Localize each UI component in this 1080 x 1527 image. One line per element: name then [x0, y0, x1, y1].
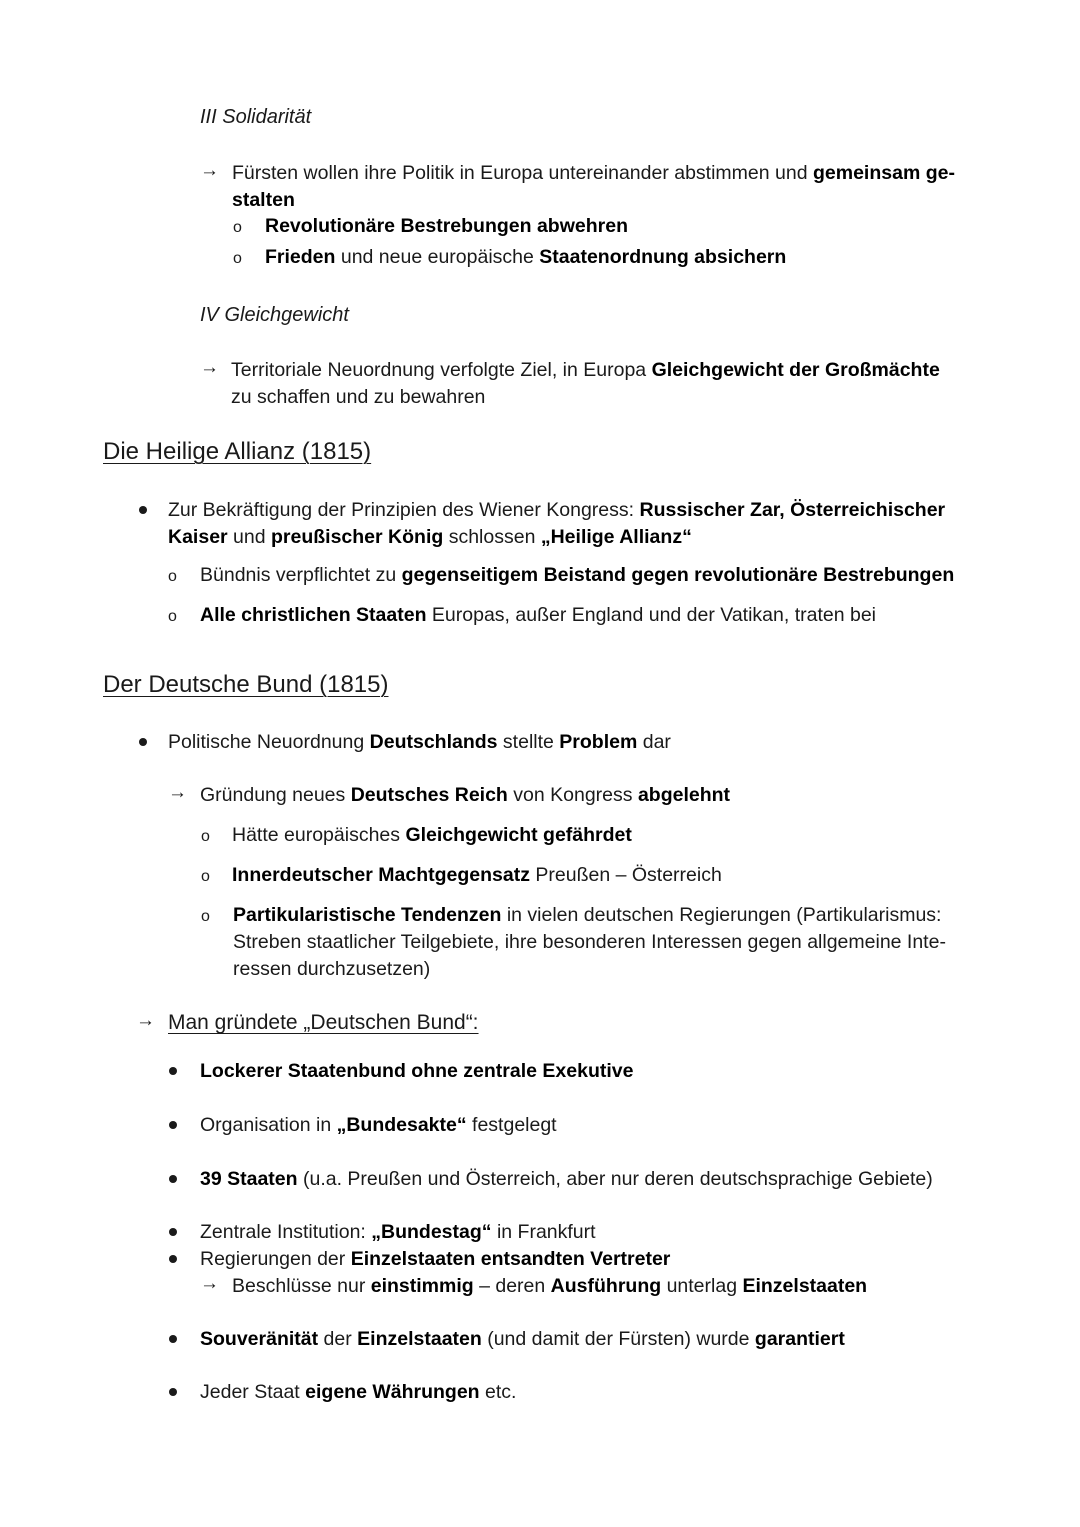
bund-item-2: Organisation in „Bundesakte“ festgelegt	[200, 1114, 557, 1136]
arrow-icon: →	[200, 1273, 219, 1294]
bullet-icon	[169, 1388, 177, 1396]
bund-sub-2: Innerdeutscher Machtgegensatz Preußen – Österreich	[232, 864, 722, 886]
bullet-icon	[169, 1175, 177, 1183]
solidaritaet-sub-1: Revolutionäre Bestrebungen abwehren	[265, 215, 628, 237]
section-heading-solidaritaet: III Solidarität	[200, 106, 312, 128]
bund-item-1: Lockerer Staatenbund ohne zentrale Exekutive	[200, 1060, 634, 1082]
allianz-sub-2: Alle christlichen Staaten Europas, außer England und der Vatikan, traten bei	[200, 604, 877, 626]
circle-bullet-icon: o	[201, 868, 210, 885]
allianz-sub-1: Bündnis verpflichtet zu gegenseitigem Beistand gegen revolutionäre Bestrebungen	[200, 564, 955, 586]
solidaritaet-sub-2: Frieden und neue europäische Staatenordnung absichern	[265, 246, 787, 268]
heading-deutscher-bund: Der Deutsche Bund (1815)	[103, 671, 389, 698]
circle-bullet-icon: o	[233, 250, 242, 267]
bund-bullet-text: Politische Neuordnung Deutschlands stellte Problem dar	[168, 731, 671, 753]
solidaritaet-arrow-text: Fürsten wollen ihre Politik in Europa untereinander abstimmen und gemeinsam ge- stalten	[232, 162, 955, 211]
bullet-icon	[169, 1228, 177, 1236]
bund-arrow-text: Gründung neues Deutsches Reich von Kongress abgelehnt	[200, 784, 731, 806]
bund-item-6: Souveränität der Einzelstaaten (und damit der Fürsten) wurde garantiert	[200, 1328, 845, 1350]
bund-sub-3: Partikularistische Tendenzen in vielen deutschen Regierungen (Partikularismus: Streben staatlicher Teilgebiete, ihre besonderen Interessen gegen allgemeine Inte- ressen durchzusetzen)	[233, 904, 946, 980]
allianz-bullet-text: Zur Bekräftigung der Prinzipien des Wiener Kongress: Russischer Zar, Österreichischer Kaiser und preußischer König schlossen „Heilige Allianz“	[168, 499, 946, 548]
bullet-icon	[139, 506, 147, 514]
arrow-icon: →	[136, 1010, 155, 1031]
bund-item-3: 39 Staaten (u.a. Preußen und Österreich, aber nur deren deutschsprachige Gebiete)	[200, 1168, 933, 1190]
bullet-icon	[169, 1335, 177, 1343]
bund-item-5-arrow: Beschlüsse nur einstimmig – deren Ausführung unterlag Einzelstaaten	[232, 1275, 868, 1297]
heading-heilige-allianz: Die Heilige Allianz (1815)	[103, 438, 372, 465]
bund-item-4: Zentrale Institution: „Bundestag“ in Frankfurt	[200, 1221, 596, 1243]
arrow-icon: →	[168, 782, 187, 803]
bullet-icon	[169, 1255, 177, 1263]
circle-bullet-icon: o	[233, 219, 242, 236]
section-heading-gleichgewicht: IV Gleichgewicht	[200, 304, 349, 326]
arrow-icon: →	[200, 160, 219, 181]
circle-bullet-icon: o	[168, 608, 177, 625]
bullet-icon	[169, 1067, 177, 1075]
bullet-icon	[169, 1121, 177, 1129]
bullet-icon	[139, 738, 147, 746]
circle-bullet-icon: o	[201, 828, 210, 845]
gleichgewicht-arrow-text: Territoriale Neuordnung verfolgte Ziel, in Europa Gleichgewicht der Großmächte zu schaffen und zu bewahren	[231, 359, 940, 408]
bund-item-7: Jeder Staat eigene Währungen etc.	[200, 1381, 517, 1403]
bund-item-5: Regierungen der Einzelstaaten entsandten Vertreter	[200, 1248, 671, 1270]
bund-founded-heading: Man gründete „Deutschen Bund“:	[168, 1011, 479, 1034]
arrow-icon: →	[200, 357, 219, 378]
bund-sub-1: Hätte europäisches Gleichgewicht gefährdet	[232, 824, 632, 846]
circle-bullet-icon: o	[168, 568, 177, 585]
circle-bullet-icon: o	[201, 908, 210, 925]
